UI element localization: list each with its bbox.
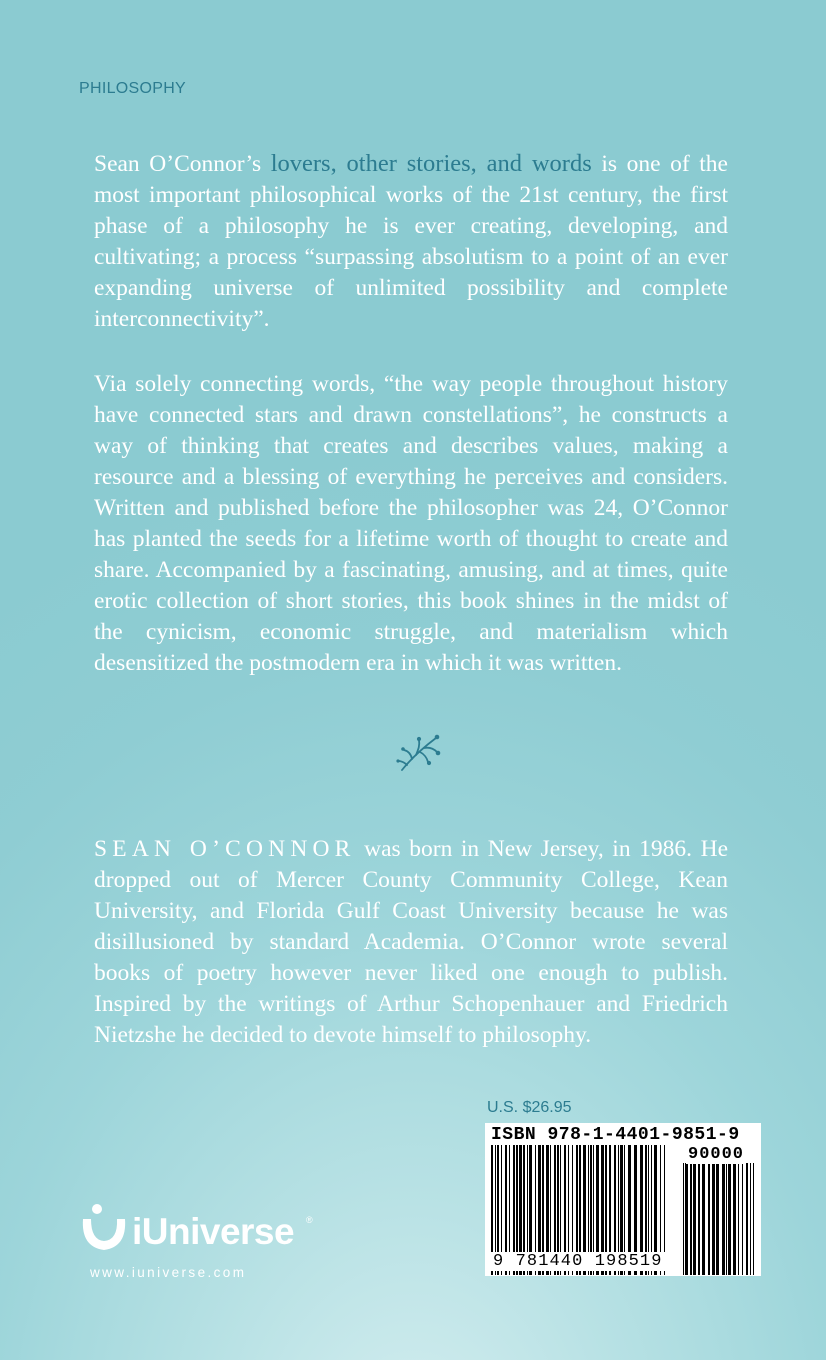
barcode-bar xyxy=(712,1163,715,1275)
addon-barcode-bars xyxy=(683,1163,755,1275)
barcode-bar xyxy=(693,1163,696,1275)
author-bio-text: was born in New Jersey, in 1986. He dropped out of Mercer County Community College, Kean University, and Florida Gulf Coast University because he was disillusioned by standard Academia. O’Connor wrote several books of poetry however never liked one enough to publish. Inspired by the writings of Arthur Schopenhauer and Friedrich Nietzshe he decided to devote himself to philosophy. xyxy=(94,836,728,1048)
author-bio xyxy=(94,834,728,1051)
barcode-addon-digits: 90000 xyxy=(688,1145,745,1164)
barcode-bar xyxy=(683,1163,684,1275)
barcode-bar xyxy=(716,1163,719,1275)
branch-ornament-icon xyxy=(396,726,444,774)
barcode-bar xyxy=(753,1163,754,1275)
barcode-bar xyxy=(722,1163,725,1275)
description-rest: is one of the most important philosophical works of the 21st century, the first phase of a philosophy he is ever creating, developing, and cultivating; a process “surpassing absolutism to a point of an ever expanding universe of unlimited possibility and complete interconnectivity”. xyxy=(94,151,728,332)
publisher-logo xyxy=(78,1203,318,1259)
barcode-bar xyxy=(728,1163,731,1275)
book-title-inline: lovers, other stories, and words xyxy=(270,150,592,177)
barcode-bar xyxy=(708,1163,710,1275)
category-label: PHILOSOPHY xyxy=(79,80,187,97)
barcode-bar xyxy=(685,1163,688,1275)
barcode-bar xyxy=(726,1163,727,1275)
description-lead: Sean O’Connor’s xyxy=(94,151,271,177)
barcode-bar xyxy=(733,1163,736,1275)
price-label: U.S. $26.95 xyxy=(487,1099,572,1116)
publisher-name: iUniverse xyxy=(132,1211,295,1252)
barcode-bar xyxy=(746,1163,748,1275)
description-paragraph-2: Via solely connecting words, “the way people throughout history have connected stars and drawn constellations”, he constructs a way of thinking that creates and describes values, making a resource and a blessing of everything he perceives and considers. Written and published before the philosopher was 24, O’Connor has planted the seeds for a lifetime worth of thought to create and share. Accompanied by a fascinating, amusing, and at times, quite erotic collection of short stories, this book shines in the midst of the cynicism, economic struggle, and materialism which desensitized the postmodern era in which it was written. xyxy=(94,371,728,676)
barcode-bar xyxy=(742,1163,743,1275)
registered-mark: ® xyxy=(306,1215,313,1225)
barcode-bar xyxy=(702,1163,705,1275)
description-paragraph-1 xyxy=(94,148,728,335)
author-name: SEAN O’CONNOR xyxy=(94,836,356,862)
publisher-website: www.iuniverse.com xyxy=(90,1265,247,1280)
isbn-text: ISBN 978-1-4401-9851-9 xyxy=(491,1125,740,1145)
isbn-barcode xyxy=(485,1123,761,1276)
barcode-bar xyxy=(750,1163,751,1275)
iuniverse-logo-icon xyxy=(78,1203,134,1259)
barcode-bar xyxy=(698,1163,700,1275)
barcode-ean-digits: 9 781440 198519 xyxy=(493,1252,663,1271)
barcode-bar xyxy=(738,1163,739,1275)
barcode-bar xyxy=(690,1163,692,1275)
